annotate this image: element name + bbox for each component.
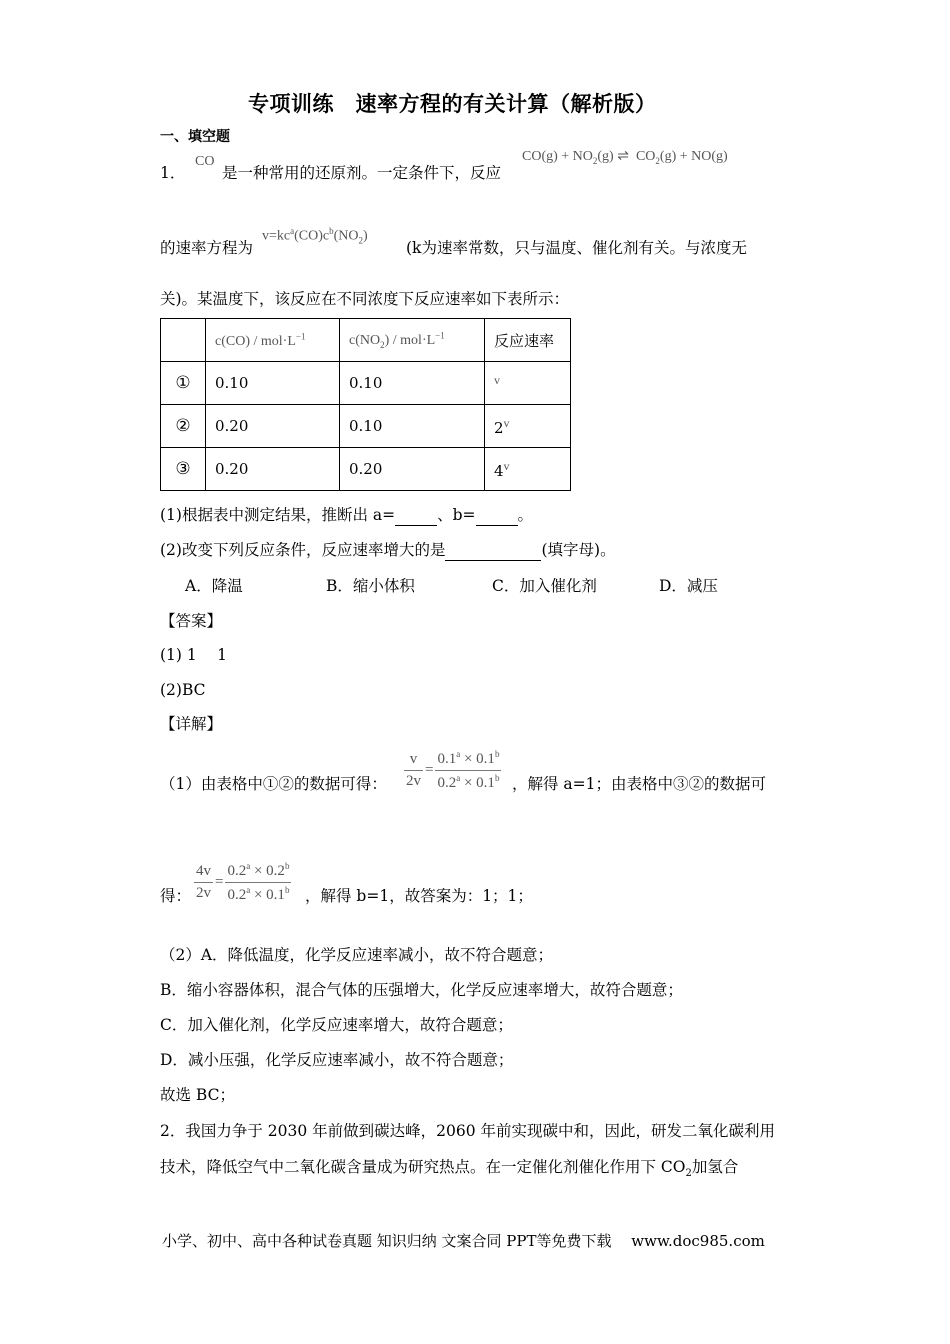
cell-co: 0.20 — [206, 448, 340, 491]
rate-data-table — [160, 318, 571, 491]
q1-number: 1． — [160, 164, 186, 182]
table-header-blank — [161, 319, 206, 362]
detail-1-prefix: （1）由表格中①②的数据可得： — [160, 775, 387, 793]
q1-line2-suffix: (k为速率常数，只与温度、催化剂有关。与浓度无 — [406, 239, 747, 257]
page-title: 专项训练 速率方程的有关计算（解析版） — [248, 92, 657, 116]
cell-no2: 0.10 — [340, 405, 485, 448]
option-b: B．缩小体积 — [326, 577, 415, 595]
q1-line1: 是一种常用的还原剂。一定条件下，反应 — [222, 164, 502, 182]
table-header-row — [161, 319, 571, 362]
row-id: ② — [161, 405, 206, 448]
cell-rate: 4$^v$ — [485, 448, 571, 491]
detail-label: 【详解】 — [160, 715, 223, 733]
answer-2: (2)BC — [160, 681, 206, 699]
table-header-co: $c(CO) / mol\cdot L^{-1}$ — [206, 319, 340, 362]
q1-sub1: (1)根据表中测定结果，推断出 a= 、b= 。 — [160, 506, 534, 524]
table-header-rate: 反应速率 — [485, 319, 571, 362]
detail-1-suffix: ，解得 a=1；由表格中③②的数据可 — [512, 775, 767, 793]
cell-rate: v — [485, 362, 571, 405]
q1-sub2: (2)改变下列反应条件，反应速率增大的是 (填字母)。 — [160, 541, 616, 559]
q1-line3: 关)。某温度下，该反应在不同浓度下反应速率如下表所示： — [160, 290, 570, 308]
detail-7: 故选 BC； — [160, 1086, 235, 1104]
detail-5: C．加入催化剂，化学反应速率增大，故符合题意； — [160, 1016, 513, 1034]
cell-no2: 0.10 — [340, 362, 485, 405]
page-footer: 小学、初中、高中各种试卷真题 知识归纳 文案合同 PPT等免费下载 www.doc985.com — [162, 1232, 765, 1250]
detail-3: （2）A．降低温度，化学反应速率减小，故不符合题意； — [160, 946, 554, 964]
cell-no2: 0.20 — [340, 448, 485, 491]
reaction-equation: $CO(g) + NO_2(g)$ ⇌ $CO_2(g) + NO(g)$ — [522, 149, 728, 166]
fraction-v-ratio: $\frac{v}{2v}$ = $\frac{0.1^a \times 0.1^b}{0.2^a \times 0.1^b}$ — [406, 749, 500, 791]
cell-co: 0.20 — [206, 405, 340, 448]
table-header-no2: $c(NO_2) / mol\cdot L^{-1}$ — [340, 319, 485, 362]
table-row — [161, 448, 571, 491]
blank-choice — [445, 540, 541, 561]
cell-rate: 2$^v$ — [485, 405, 571, 448]
detail-2-suffix: ，解得 b=1，故答案为：1；1； — [305, 887, 533, 905]
table-row — [161, 405, 571, 448]
row-id: ③ — [161, 448, 206, 491]
detail-6: D．减小压强，化学反应速率减小，故不符合题意； — [160, 1051, 514, 1069]
q1-line2-prefix: 的速率方程为 — [160, 239, 254, 257]
rate-equation: $v=kc^a(CO)c^b(NO_2)$ — [262, 226, 368, 246]
q2-line2: 技术，降低空气中二氧化碳含量成为研究热点。在一定催化剂催化作用下 $CO_2$加氢合 — [160, 1158, 739, 1180]
answer-1: (1) 1 1 — [160, 646, 228, 664]
blank-b — [476, 505, 518, 526]
option-a: A．降温 — [185, 577, 243, 595]
option-d: D．减压 — [659, 577, 718, 595]
formula-co: CO — [195, 154, 215, 169]
answer-label: 【答案】 — [160, 612, 223, 630]
table-row — [161, 362, 571, 405]
row-id: ① — [161, 362, 206, 405]
section-heading: 一、填空题 — [160, 129, 230, 145]
detail-2-prefix: 得： — [160, 887, 192, 905]
cell-co: 0.10 — [206, 362, 340, 405]
q2-line1: 2．我国力争于 2030 年前做到碳达峰，2060 年前实现碳中和，因此，研发二氧化碳利用 — [160, 1122, 776, 1140]
option-c: C．加入催化剂 — [492, 577, 597, 595]
fraction-4v-ratio: $\frac{4v}{2v}$ = $\frac{0.2^a \times 0.2^b}{0.2^a \times 0.1^b}$ — [196, 861, 290, 903]
detail-4: B．缩小容器体积，混合气体的压强增大，化学反应速率增大，故符合题意； — [160, 981, 683, 999]
blank-a — [395, 505, 437, 526]
